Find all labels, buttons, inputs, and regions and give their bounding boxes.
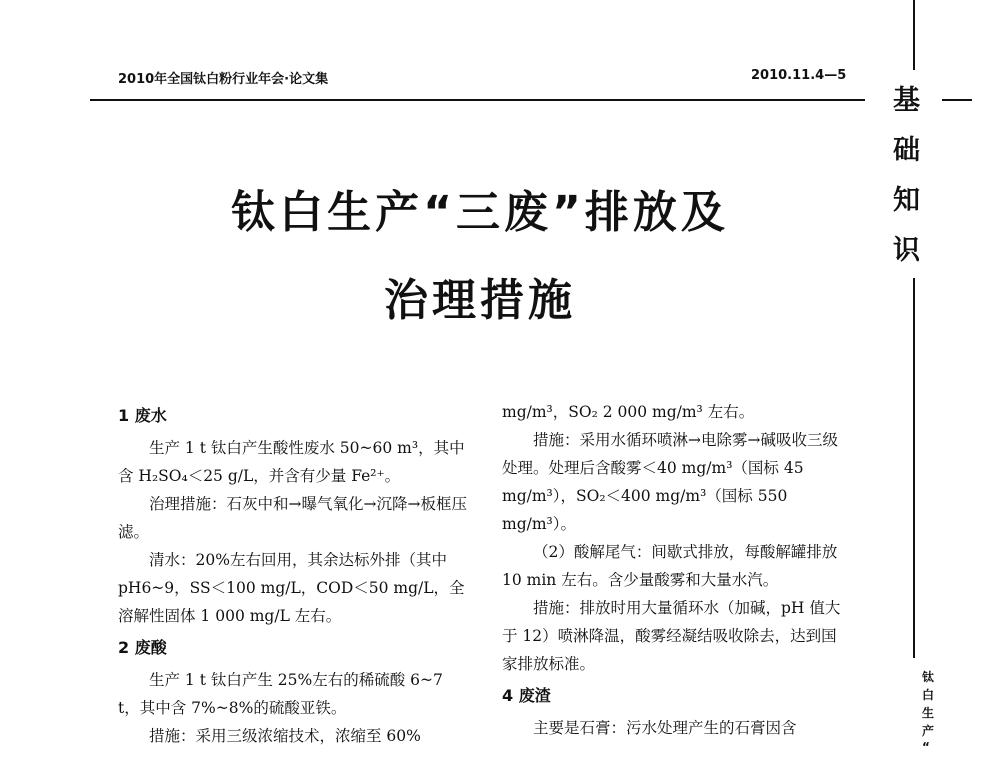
paragraph: 措施：采用三级浓缩技术，浓缩至 60% [149, 727, 421, 745]
section-heading: 2 废酸 [118, 638, 167, 657]
paragraph: 措施：排放时用大量循环水（加碱，pH 值大于 12）喷淋降温，酸雾经凝结吸收除去，达到国家排放标准。 [502, 599, 841, 673]
header-right: 2010.11.4—5 [751, 68, 847, 83]
sidebar-char: 础 [893, 135, 920, 166]
page-title-line-2: 治理措施 [384, 275, 576, 326]
right-column [502, 398, 852, 742]
paragraph: 主要是石膏：污水处理产生的石膏因含 [533, 719, 797, 737]
section-heading: 1 废水 [118, 406, 167, 425]
paragraph: 生产 1 t 钛白产生 25%左右的稀硫酸 6~7 t，其中含 7%~8%的硫酸亚铁。 [118, 671, 443, 717]
sidebar-char: 知 [893, 185, 920, 216]
paragraph: 生产 1 t 钛白产生酸性废水 50~60 m³，其中含 H₂SO₄＜25 g/L，并含有少量 Fe²⁺。 [118, 439, 465, 485]
side-tab-char: 产 [922, 724, 935, 738]
side-tab-char: “ [922, 740, 930, 754]
paragraph: 清水：20%左右回用，其余达标外排（其中 pH6~9，SS＜100 mg/L，COD＜50 mg/L，全溶解性固体 1 000 mg/L 左右。 [118, 551, 465, 625]
sidebar-rule-top [913, 0, 915, 70]
section-heading: 4 废渣 [502, 686, 551, 705]
paragraph: mg/m³，SO₂ 2 000 mg/m³ 左右。 [502, 403, 755, 421]
page-title-line-1: 钛白生产“三废”排放及 [231, 187, 729, 238]
header-rule-right [942, 99, 972, 101]
sidebar-char: 基 [893, 85, 920, 116]
header-rule [90, 99, 865, 101]
side-tab-char: 白 [922, 688, 935, 702]
paragraph: 治理措施：石灰中和→曝气氧化→沉降→板框压滤。 [118, 495, 467, 541]
sidebar-rule-bottom [913, 278, 915, 658]
header-left: 2010年全国钛白粉行业年会·论文集 [118, 72, 329, 87]
side-tab-char: 钛 [922, 670, 935, 684]
side-tab-char: 生 [922, 706, 935, 720]
left-column [118, 398, 468, 750]
paragraph: 措施：采用水循环喷淋→电除雾→碱吸收三级处理。处理后含酸雾＜40 mg/m³（国标 45 mg/m³），SO₂＜400 mg/m³（国标 550 mg/m³）。 [502, 431, 838, 533]
sidebar-char: 识 [893, 235, 920, 266]
paragraph: （2）酸解尾气：间歇式排放，每酸解罐排放 10 min 左右。含少量酸雾和大量水汽。 [502, 543, 838, 589]
